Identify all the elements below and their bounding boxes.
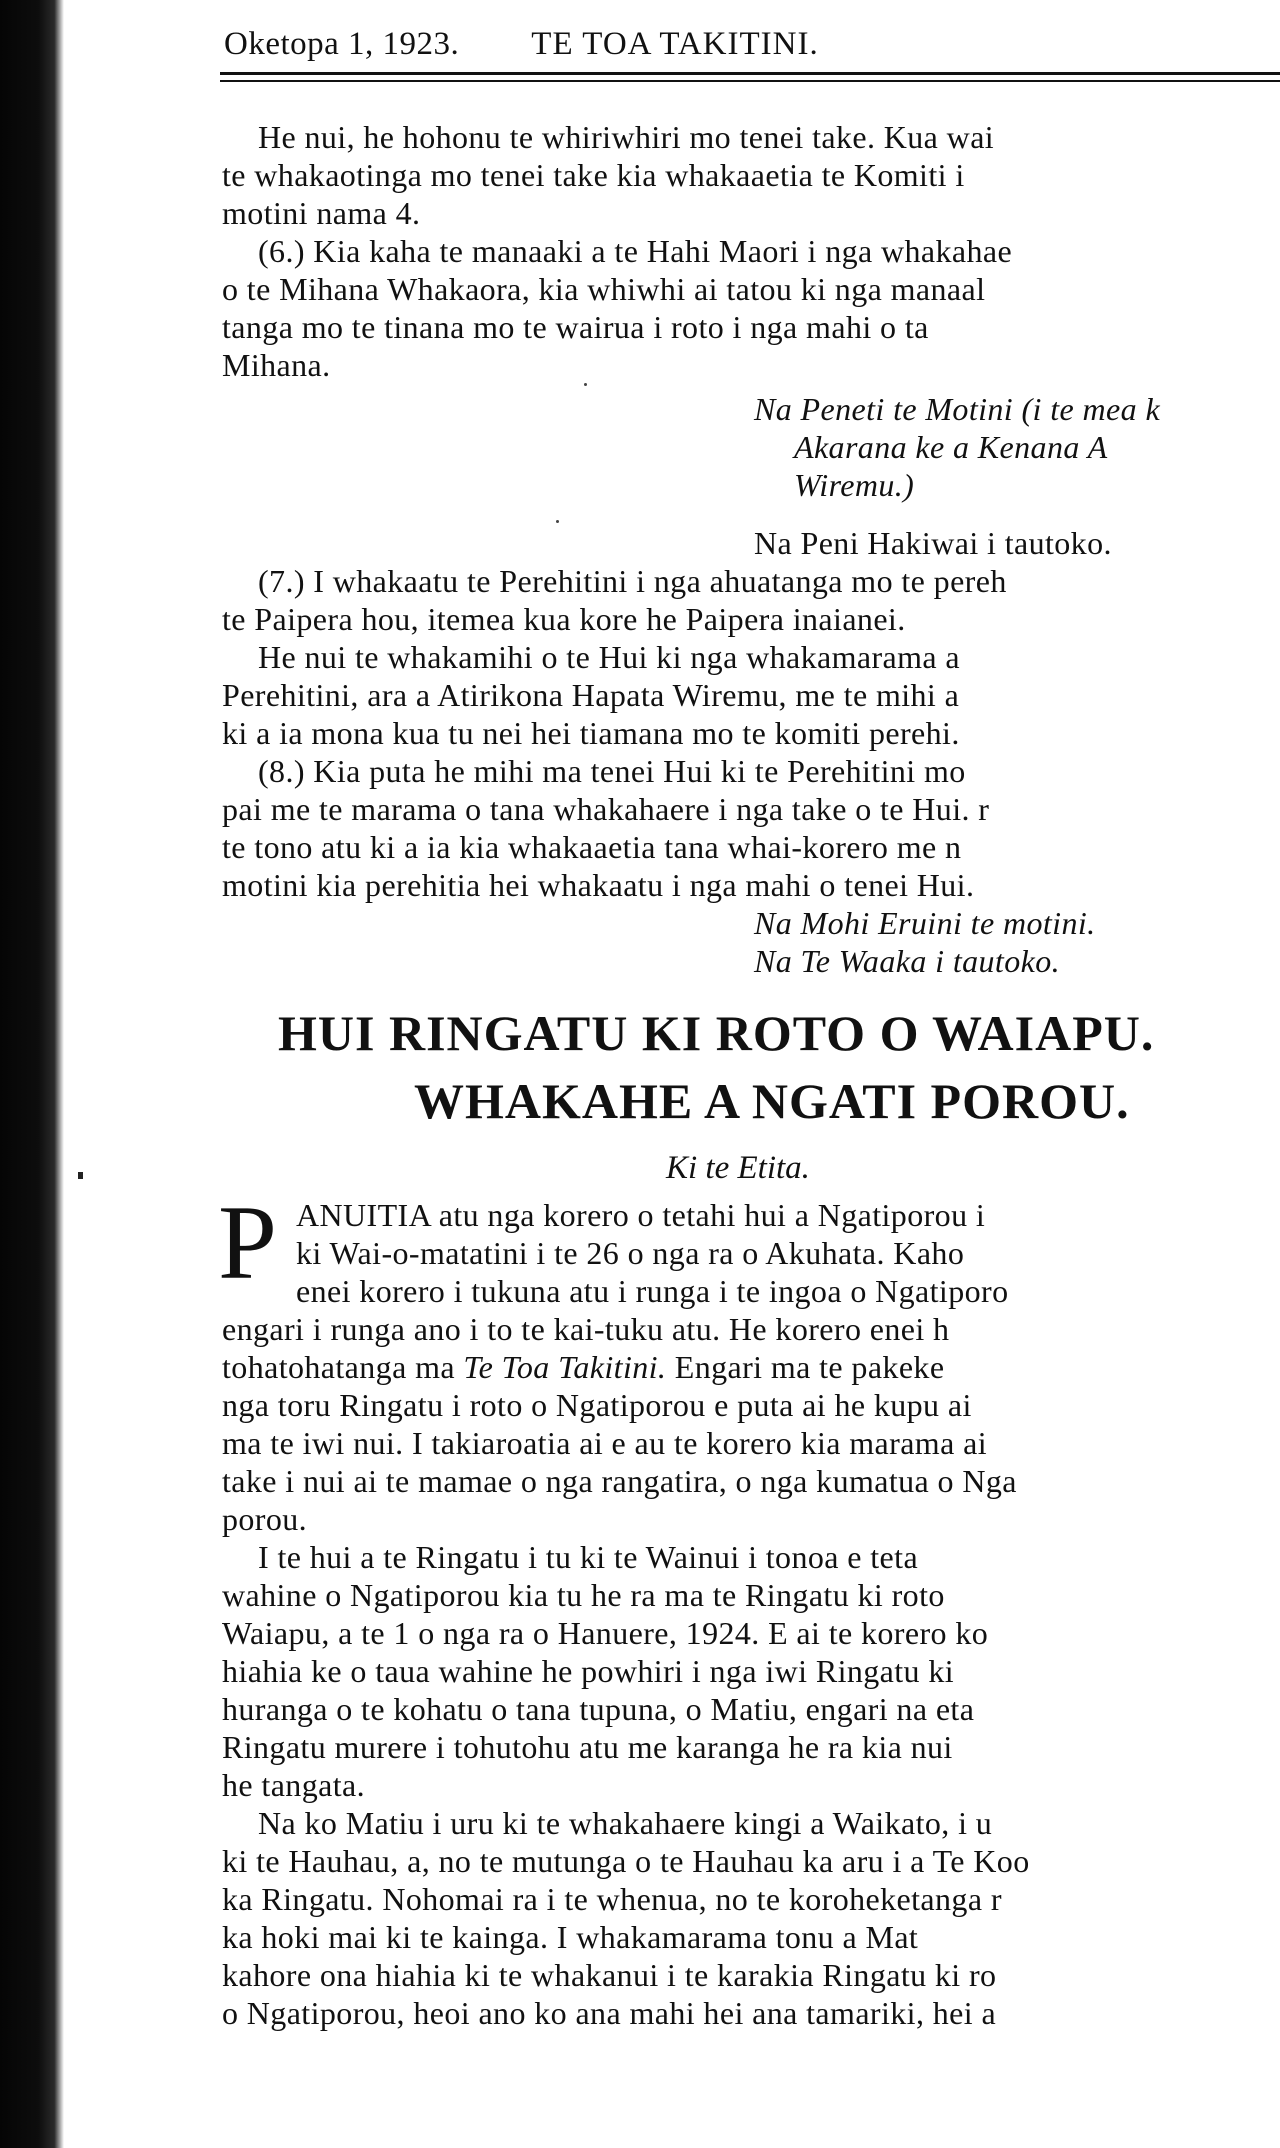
text-line: He nui te whakamihi o te Hui ki nga whakamarama a xyxy=(258,639,961,675)
text-line: motini kia perehitia hei whakaatu i nga mahi o tenei Hui. xyxy=(222,867,975,903)
margin-mark xyxy=(78,1172,83,1179)
text-line: ANUITIA atu nga korero o tetahi hui a Ngatiporou i xyxy=(296,1197,986,1233)
article-subheading: Ki te Etita. xyxy=(666,1150,810,1186)
print-speck xyxy=(584,383,587,386)
binding-edge xyxy=(0,0,64,2148)
text-line: I te hui a te Ringatu i tu ki te Wainui i tonoa e teta xyxy=(258,1539,919,1575)
text-line: ki a ia mona kua tu nei hei tiamana mo te komiti perehi. xyxy=(222,715,960,751)
text-line: Na Peni Hakiwai i tautoko. xyxy=(754,525,1112,561)
text-line: Na Mohi Eruini te motini. xyxy=(754,905,1096,941)
issue-date: Oketopa 1, 1923. xyxy=(224,26,460,62)
text-line: Waiapu, a te 1 o nga ra o Hanuere, 1924. E ai te korero ko xyxy=(222,1615,989,1651)
text-line: ka Ringatu. Nohomai ra i te whenua, no te koroheketanga r xyxy=(222,1881,1002,1917)
article-heading-line2: WHAKAHE A NGATI POROU. xyxy=(414,1073,1130,1129)
page-header xyxy=(224,26,819,63)
text-line: He nui, he hohonu te whiriwhiri mo tenei take. Kua wai xyxy=(258,119,995,155)
text-line: o Ngatiporou, heoi ano ko ana mahi hei ana tamariki, hei a xyxy=(222,1995,997,2031)
text-line: Na ko Matiu i uru ki te whakahaere kingi a Waikato, i u xyxy=(258,1805,993,1841)
text-line: hiahia ke o taua wahine he powhiri i nga iwi Ringatu ki xyxy=(222,1653,955,1689)
text-line: enei korero i tukuna atu i runga i te ingoa o Ngatiporo xyxy=(296,1273,1009,1309)
text-line: (8.) Kia puta he mihi ma tenei Hui ki te Perehitini mo xyxy=(258,753,966,789)
text-line: o te Mihana Whakaora, kia whiwhi ai tatou ki nga manaal xyxy=(222,271,986,307)
text-line: (7.) I whakaatu te Perehitini i nga ahuatanga mo te pereh xyxy=(258,563,1007,599)
text-line: he tangata. xyxy=(222,1767,365,1803)
text-line: ka hoki mai ki te kainga. I whakamarama tonu a Mat xyxy=(222,1919,919,1955)
text-line: Akarana ke a Kenana A xyxy=(794,429,1108,465)
text-line: nga toru Ringatu i roto o Ngatiporou e puta ai he kupu ai xyxy=(222,1387,972,1423)
text-line: tohatohatanga ma Te Toa Takitini. Engari ma te pakeke xyxy=(222,1349,945,1385)
text-line: kahore ona hiahia ki te whakanui i te karakia Ringatu ki ro xyxy=(222,1957,997,1993)
text-line: Na Peneti te Motini (i te mea k xyxy=(754,391,1161,427)
text-line: take i nui ai te mamae o nga rangatira, o nga kumatua o Nga xyxy=(222,1463,1017,1499)
text-line: te Paipera hou, itemea kua kore he Paipera inaianei. xyxy=(222,601,906,637)
text-line: ma te iwi nui. I takiaroatia ai e au te korero kia marama ai xyxy=(222,1425,987,1461)
text-line: ki te Hauhau, a, no te mutunga o te Hauhau ka aru i a Te Koo xyxy=(222,1843,1030,1879)
text-line: ki Wai-o-matatini i te 26 o nga ra o Akuhata. Kaho xyxy=(296,1235,965,1271)
article-heading-line1: HUI RINGATU KI ROTO O WAIAPU. xyxy=(278,1005,1155,1061)
text-line: (6.) Kia kaha te manaaki a te Hahi Maori i nga whakahae xyxy=(258,233,1013,269)
print-speck xyxy=(556,520,559,523)
text-line: Wiremu.) xyxy=(794,467,915,503)
text-line: porou. xyxy=(222,1501,308,1537)
text-line: huranga o te kohatu o tana tupuna, o Matiu, engari na eta xyxy=(222,1691,975,1727)
text-line: te tono atu ki a ia kia whakaaetia tana whai-korero me n xyxy=(222,829,962,865)
header-rule-thin xyxy=(220,80,1280,82)
text-line: Ringatu murere i tohutohu atu me karanga he ra kia nui xyxy=(222,1729,953,1765)
text-line: te whakaotinga mo tenei take kia whakaaetia te Komiti i xyxy=(222,157,965,193)
text-line: Na Te Waaka i tautoko. xyxy=(754,943,1061,979)
text-line: motini nama 4. xyxy=(222,195,421,231)
publication-title: TE TOA TAKITINI. xyxy=(531,26,819,62)
drop-cap: P xyxy=(218,1184,277,1301)
text-line: Perehitini, ara a Atirikona Hapata Wiremu, me te mihi a xyxy=(222,677,960,713)
text-line: wahine o Ngatiporou kia tu he ra ma te Ringatu ki roto xyxy=(222,1577,945,1613)
text-line: Mihana. xyxy=(222,347,331,383)
header-rule xyxy=(220,72,1280,75)
text-line: pai me te marama o tana whakahaere i nga take o te Hui. r xyxy=(222,791,990,827)
text-line: tanga mo te tinana mo te wairua i roto i nga mahi o ta xyxy=(222,309,929,345)
text-line: engari i runga ano i to te kai-tuku atu. He korero enei h xyxy=(222,1311,950,1347)
